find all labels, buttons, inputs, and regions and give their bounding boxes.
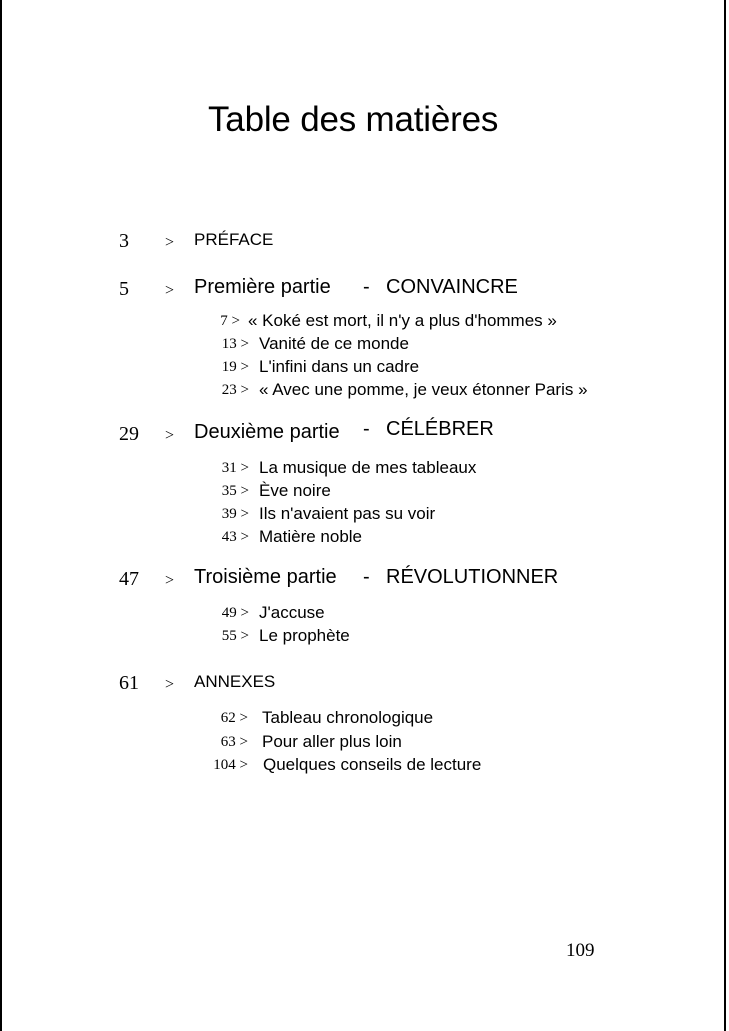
toc-annexes-page: 61 [119, 672, 139, 694]
toc-annexes-item1-page: 62 > [220, 710, 248, 726]
toc-part1-arrow: > [165, 282, 175, 299]
toc-part1-dash: - [363, 276, 370, 298]
toc-part2-dash: - [363, 418, 370, 440]
toc-part2-item4-label[interactable]: Matière noble [259, 527, 363, 546]
toc-annexes-label[interactable]: ANNEXES [194, 672, 276, 691]
page-edge-right [724, 0, 726, 1031]
toc-part2-item4-page: 43 > [221, 529, 249, 545]
toc-annexes-item3-page: 104 > [213, 757, 248, 773]
toc-annexes-item2-label[interactable]: Pour aller plus loin [262, 732, 402, 751]
toc-part1-item4-page: 23 > [221, 382, 249, 398]
page-number: 109 [566, 940, 595, 961]
toc-annexes-item2-page: 63 > [220, 734, 248, 750]
toc-part3-title[interactable]: RÉVOLUTIONNER [386, 566, 559, 588]
toc-part3-dash: - [363, 566, 370, 588]
toc-annexes-arrow: > [165, 676, 175, 693]
toc-part2-item3-label[interactable]: Ils n'avaient pas su voir [259, 504, 436, 523]
toc-part1-item2-page: 13 > [221, 336, 249, 352]
toc-part2-arrow: > [165, 427, 175, 444]
toc-part2-item2-page: 35 > [221, 483, 249, 499]
toc-preface-arrow: > [165, 234, 175, 251]
page-title: Table des matières [208, 100, 499, 139]
toc-part2-label[interactable]: Deuxième partie [194, 421, 340, 443]
toc-part3-arrow: > [165, 572, 175, 589]
toc-part1-item3-page: 19 > [221, 359, 249, 375]
toc-preface-label[interactable]: PRÉFACE [194, 230, 274, 249]
toc-part3-item2-label[interactable]: Le prophète [259, 626, 350, 645]
toc-part2-item1-label[interactable]: La musique de mes tableaux [259, 458, 477, 477]
page-edge-left [0, 0, 2, 1031]
toc-part3-page: 47 [119, 568, 139, 590]
toc-part3-label[interactable]: Troisième partie [194, 566, 337, 588]
toc-part2-item3-page: 39 > [221, 506, 249, 522]
toc-part1-title[interactable]: CONVAINCRE [386, 276, 518, 298]
toc-part1-item2-label[interactable]: Vanité de ce monde [259, 334, 409, 353]
toc-part3-item1-page: 49 > [221, 605, 249, 621]
toc-part3-item1-label[interactable]: J'accuse [259, 603, 325, 622]
toc-part2-title[interactable]: CÉLÉBRER [386, 418, 494, 440]
toc-part2-page: 29 [119, 423, 139, 445]
toc-part1-item4-label[interactable]: « Avec une pomme, je veux étonner Paris » [259, 380, 588, 399]
toc-preface-page: 3 [119, 230, 129, 252]
toc-part1-item1-label[interactable]: « Koké est mort, il n'y a plus d'hommes » [248, 311, 557, 330]
toc-annexes-item3-label[interactable]: Quelques conseils de lecture [263, 755, 482, 774]
toc-part2-item2-label[interactable]: Ève noire [259, 481, 331, 500]
toc-part1-label[interactable]: Première partie [194, 276, 331, 298]
toc-part1-page: 5 [119, 278, 129, 300]
toc-annexes-item1-label[interactable]: Tableau chronologique [262, 708, 434, 727]
toc-part1-item1-page: 7 > [220, 313, 240, 329]
toc-part1-item3-label[interactable]: L'infini dans un cadre [259, 357, 420, 376]
toc-part2-item1-page: 31 > [221, 460, 249, 476]
toc-part3-item2-page: 55 > [221, 628, 249, 644]
